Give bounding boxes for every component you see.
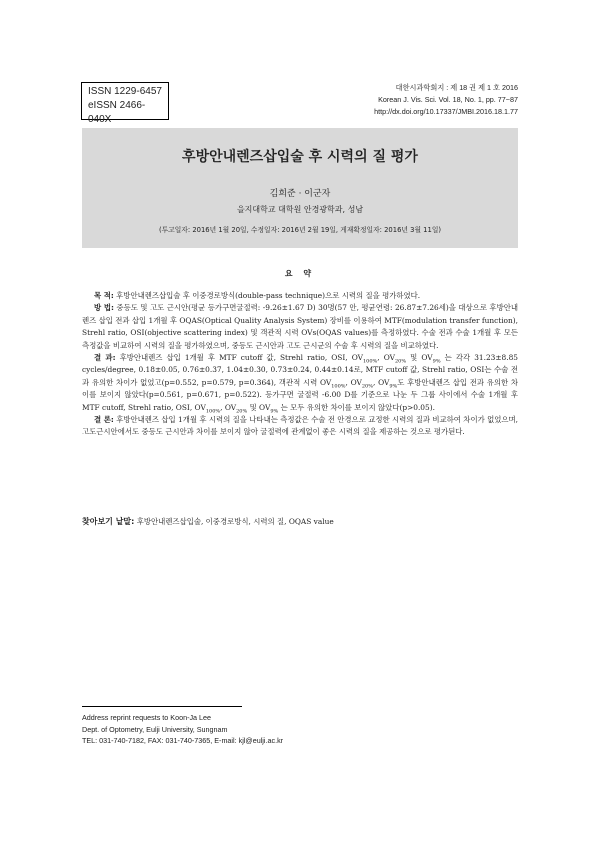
abstract-purpose (82, 290, 518, 302)
methods-text: 중등도 및 고도 근시안(평균 등가구면굴절력: -9.26±1.67 D) 30명(57 안, 평균연령: 26.87±7.26세)을 대상으로 후방안내렌즈 삽입 전과 삽입 1개월 후 OQAS(Optical Quality Analysis System) 장비를 이용하여 MTF(modulation transfer function), Strehl ratio, OSI(objective scattering index) 및 객관적 시력 OVs(OQAS values)를 측정하였다. 수술 전과 수술 1개월 후 모든 측정값을 비교하여 시력의 질을 평가하였으며, 중등도 근시안과 고도 근시군의 수술 후 시력의 질을 비교하였다. (82, 303, 518, 350)
issn-print: ISSN 1229-6457 (88, 86, 162, 97)
ov-sub: 20% (361, 383, 373, 390)
abstract-heading: 요 약 (284, 269, 316, 278)
ov-sub: 100% (205, 408, 221, 415)
abstract-body (82, 290, 518, 439)
results-text: , OV (220, 402, 237, 412)
ov-sub: 9% (389, 383, 398, 390)
results-text: 및 OV (406, 353, 433, 363)
results-text: 는 각각 31.23±8.85 cycles/degree, 0.18±0.05, 0.76±0.37, 1.04±0.30, 0.73±0.24, 0.44±0.14로, MTF cutoff 값, Strehl ratio, OSI는 수술 전과 유의한 차이가 없었고(p=0.552, p=0.579, p=0.364), 객관적 시력 OV (82, 353, 519, 387)
ov-sub: 100% (362, 358, 378, 365)
keywords (82, 516, 518, 527)
results-text: 후방안내렌즈 삽입 1개월 후 MTF cutoff 값, Strehl ratio, OSI, OV (115, 353, 363, 363)
abstract-results (82, 352, 518, 414)
footnote-line-3: TEL: 031-740-7182, FAX: 031-740-7365, E-mail: kjl@eulji.ac.kr (82, 736, 284, 745)
issn-online: eISSN 2466-040X (88, 100, 146, 125)
methods-label: 방 법: (94, 303, 114, 313)
results-text: 는 모두 유의한 차이를 보이지 않았다(p>0.05). (278, 402, 435, 412)
paper-title: 후방안내렌즈삽입술 후 시력의 질 평가 (182, 149, 418, 165)
keywords-text: 후방안내렌즈삽입술, 이중경로방식, 시력의 질, OQAS value (136, 517, 334, 526)
results-text: 및 OV (247, 402, 271, 412)
abstract-methods (82, 302, 518, 352)
ov-sub: 20% (394, 358, 407, 365)
results-text: , OV (345, 377, 362, 387)
footnote-line-1: Address reprint requests to Koon-Ja Lee (82, 713, 212, 722)
journal-doi[interactable]: http://dx.doi.org/10.17337/JMBI.2016.18.1.77 (374, 107, 518, 116)
results-text: , OV (373, 377, 390, 387)
footnote (82, 712, 283, 747)
journal-name-en: Korean J. Vis. Sci. Vol. 18, No. 1, pp. 77~87 (378, 95, 518, 104)
ov-sub: 9% (432, 358, 441, 365)
paper-authors: 김희준 · 이군자 (269, 189, 331, 199)
journal-info (374, 82, 518, 118)
abstract-conclusion (82, 414, 518, 439)
ov-sub: 20% (236, 408, 248, 415)
issn-box (81, 82, 169, 125)
conclusion-label: 결 론: (94, 415, 114, 425)
ov-sub: 100% (331, 383, 346, 390)
keywords-label: 찾아보기 낱말: (82, 517, 135, 526)
purpose-text: 후방안내렌즈삽입술 후 이중경로방식(double-pass technique)으로 시력의 질을 평가하였다. (113, 291, 421, 300)
conclusion-text: 후방안내렌즈 삽입 1개월 후 시력의 질을 나타내는 측정값은 수술 전 안경으로 교정한 시력의 질과 비교하여 차이가 없었으며, 고도근시안에서도 중등도 근시안과 차이를 보이지 않아 굴절력에 관계없이 좋은 시력의 질을 제공하는 것으로 평가된다. (82, 415, 518, 437)
purpose-label: 목 적: (94, 291, 114, 300)
footnote-line-2: Dept. of Optometry, Eulji University, Sungnam (82, 724, 228, 734)
results-text: , OV (377, 353, 395, 363)
footnote-divider (82, 706, 242, 707)
paper-affiliation: 을지대학교 대학원 안경광학과, 성남 (236, 205, 364, 214)
journal-name-kr: 대한시과학회지 : 제 18 권 제 1 호 2016 (395, 83, 518, 92)
ov-sub: 9% (270, 408, 279, 415)
results-text: 도 후방안내렌즈 삽입 전과 유의한 차이를 보이지 않았다(p=0.561, p=0.671, p=0.522). 등가구면 굴절력 -6.00 D를 기준으로 나눈 두 그룹 사이에서 수술 1개월 후 MTF cutoff, Strehl ratio, OSI, OV (82, 377, 518, 412)
title-banner (82, 128, 518, 248)
paper-dates: (투고일자: 2016년 1월 20일, 수정일자: 2016년 2월 19일, 게재확정일자: 2016년 3월 11일) (158, 226, 442, 234)
results-label: 결 과: (94, 353, 116, 363)
